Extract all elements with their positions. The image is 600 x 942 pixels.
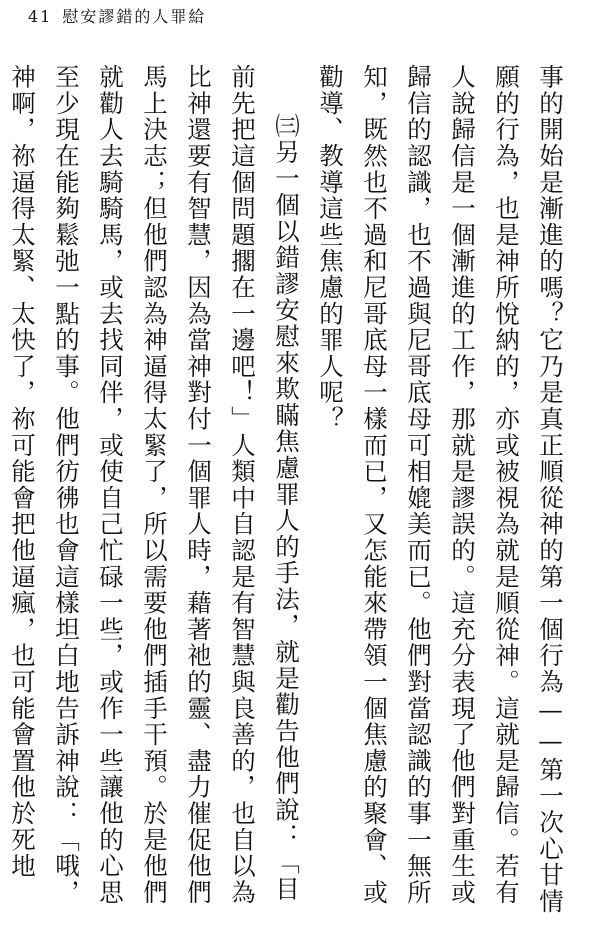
paragraph-continuation: 事的開始是漸進的嗎？它乃是真正順從神的第一個行為——第一次心甘情願的行為，也是神所悅納的，亦或被視為就是順從神。這就是歸信。若有人說歸信是一個漸進的工作，那就是謬誤的。這充分表現了他們對重生或歸信的認識，也不過與尼哥底母可相媲美而已。他們對當認識的事一無所知，既然也不過和尼哥底母一樣而已，又怎能來帶領一個焦慮的聚會、或勸導、教導這些焦慮的罪人呢？ [316, 64, 565, 915]
running-header [28, 4, 206, 27]
running-title: 慰安謬錯的人罪給 [62, 7, 207, 26]
body-text [8, 64, 572, 926]
page-number: 41 [28, 7, 53, 26]
paragraph-point-three: ㈢另一個以錯謬安慰來欺瞞焦慮罪人的手法，就是勸告他們說：「目前先把這個問題擱在一邊吧！」人類中自認是有智慧與良善的，也自以為比神還要有智慧，因為當神對付一個罪人時，藉著祂的靈、盡力催促他們馬上決志；但他們認為神逼得太緊了，所以需要他們插手干預。於是他們就勸人去騎騎馬，或去找同伴，或使自己忙碌一些，或作一些讓他的心思至少現在能夠鬆弛一點的事。他們彷彿也會這樣坦白地告訴神說：「哦，神啊，祢逼得太緊、太快了，祢可能會把他逼瘋，也可能會置他於死地 [8, 64, 301, 906]
